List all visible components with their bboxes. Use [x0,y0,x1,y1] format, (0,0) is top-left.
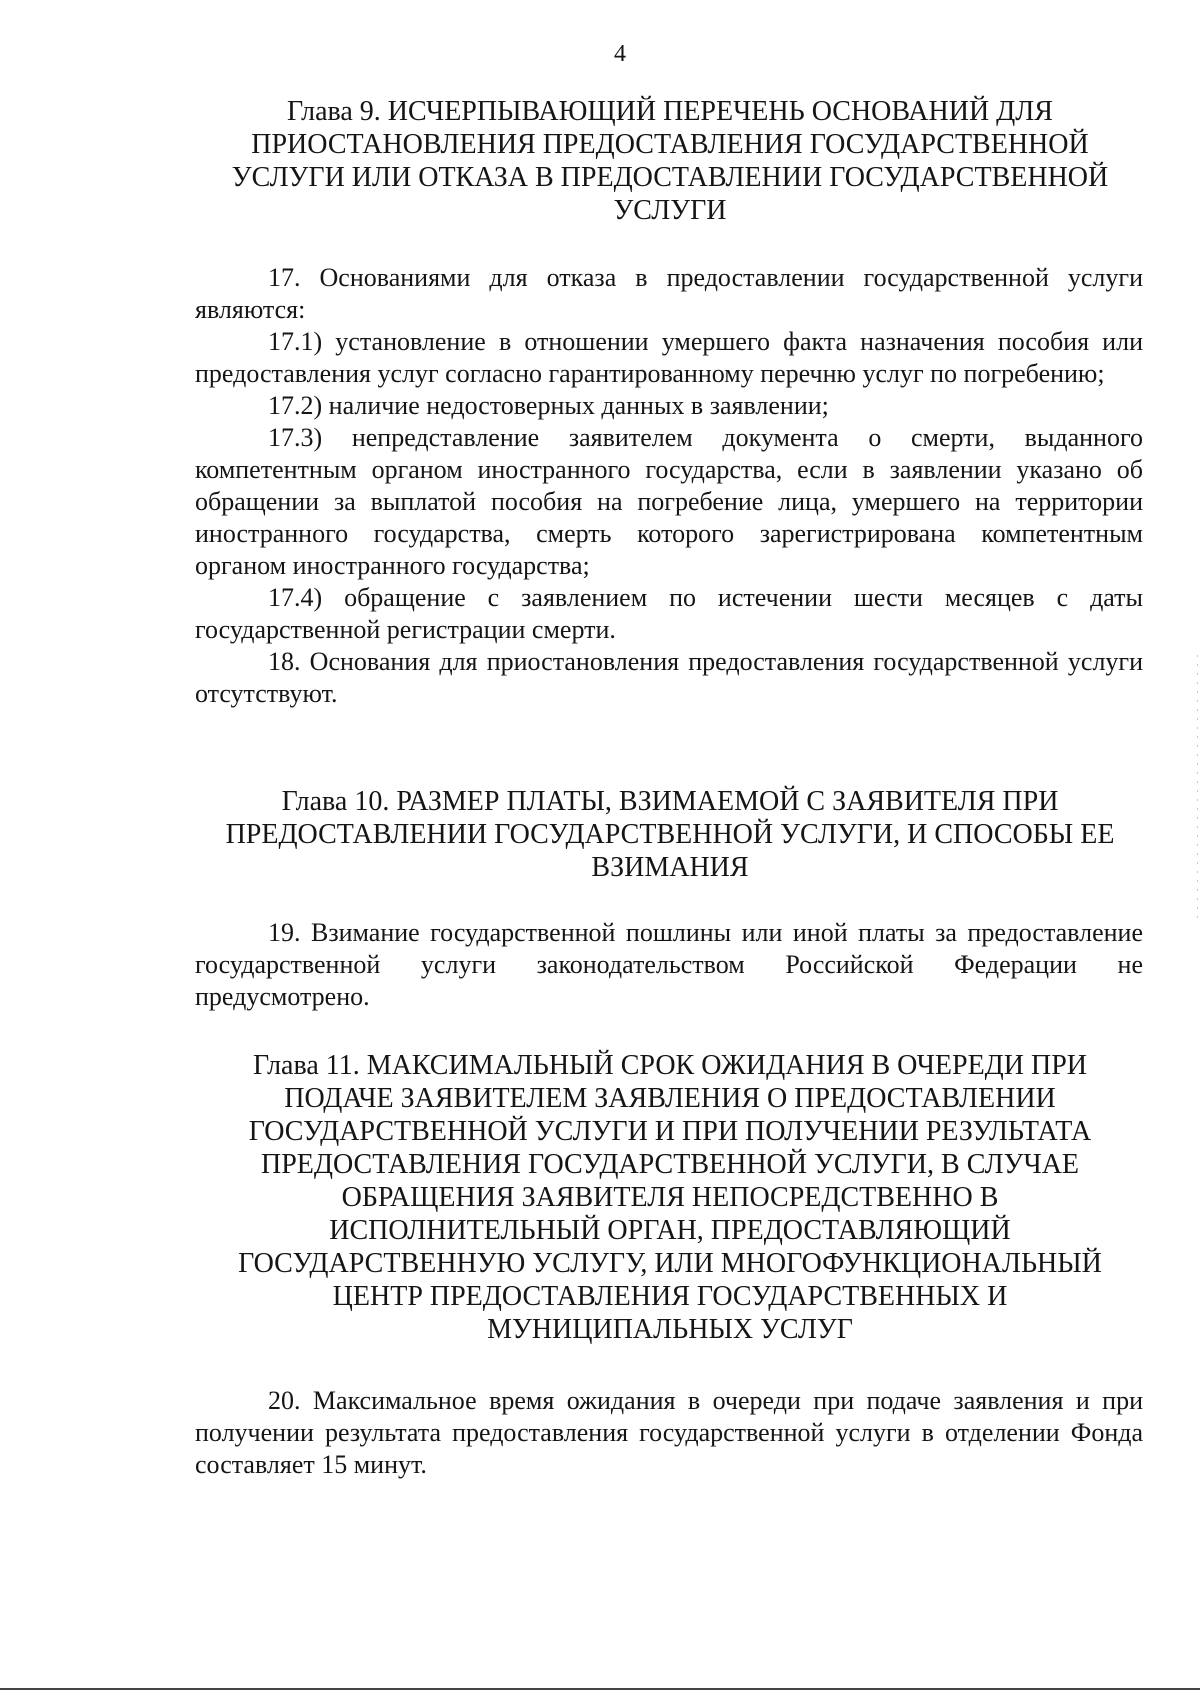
section-17-3: 17.3) непредставление заявителем документа о смерти, выданного компетентным органом иностранного государства, если в заявлении указано об обращении за выплатой пособия на погребение лица, умершего на территории иностранного государства, смерть которого зарегистрирована компетентным органом иностранного государства; [195,423,1143,580]
heading-line: ПРИОСТАНОВЛЕНИЯ ПРЕДОСТАВЛЕНИЯ ГОСУДАРСТВЕННОЙ [251,129,1089,160]
heading-line: ЦЕНТР ПРЕДОСТАВЛЕНИЯ ГОСУДАРСТВЕННЫХ И [332,1281,1008,1312]
heading-line: ОБРАЩЕНИЯ ЗАЯВИТЕЛЯ НЕПОСРЕДСТВЕННО В [341,1182,999,1213]
heading-line: ГОСУДАРСТВЕННУЮ УСЛУГУ, ИЛИ МНОГОФУНКЦИОНАЛЬНЫЙ [238,1248,1102,1279]
heading-line: ВЗИМАНИЯ [591,852,749,883]
heading-line: Глава 9. ИСЧЕРПЫВАЮЩИЙ ПЕРЕЧЕНЬ ОСНОВАНИЙ ДЛЯ [287,96,1053,127]
heading-line: Глава 11. МАКСИМАЛЬНЫЙ СРОК ОЖИДАНИЯ В ОЧЕРЕДИ ПРИ [252,1050,1088,1081]
heading-line: ПРЕДОСТАВЛЕНИИ ГОСУДАРСТВЕННОЙ УСЛУГИ, И СПОСОБЫ ЕЕ [225,819,1115,850]
section-20: 20. Максимальное время ожидания в очереди при подаче заявления и при получении результата предоставления государственной услуги в отделении Фонда составляет 15 минут. [195,1386,1143,1479]
heading-line: ГОСУДАРСТВЕННОЙ УСЛУГИ И ПРИ ПОЛУЧЕНИИ РЕЗУЛЬТАТА [248,1116,1092,1147]
chapter-10-heading [195,785,1145,884]
section-20-block [195,1385,1143,1481]
page-bottom-edge [0,1688,1200,1690]
heading-line: ПОДАЧЕ ЗАЯВИТЕЛЕМ ЗАЯВЛЕНИЯ О ПРЕДОСТАВЛЕНИИ [284,1083,1056,1114]
chapter-9-heading [195,95,1145,227]
chapter-11-heading [195,1049,1145,1346]
heading-line: ПРЕДОСТАВЛЕНИЯ ГОСУДАРСТВЕННОЙ УСЛУГИ, В СЛУЧАЕ [260,1149,1080,1180]
section-17-2: 17.2) наличие недостоверных данных в заявлении; [268,391,829,420]
heading-line: ИСПОЛНИТЕЛЬНЫЙ ОРГАН, ПРЕДОСТАВЛЯЮЩИЙ [329,1215,1011,1246]
section-17-18-block [195,262,1143,710]
heading-line: УСЛУГИ [613,195,727,226]
section-17-4: 17.4) обращение с заявлением по истечении шести месяцев с даты государственной регистрации смерти. [195,583,1143,644]
heading-line: Глава 10. РАЗМЕР ПЛАТЫ, ВЗИМАЕМОЙ С ЗАЯВИТЕЛЯ ПРИ [281,786,1059,817]
section-17-1: 17.1) установление в отношении умершего факта назначения пособия или предоставления услуг согласно гарантированному перечню услуг по погребению; [195,327,1143,388]
section-19-block [195,917,1143,1013]
section-18: 18. Основания для приостановления предоставления государственной услуги отсутствуют. [195,647,1143,708]
page-number: 4 [614,41,626,67]
heading-line: УСЛУГИ ИЛИ ОТКАЗА В ПРЕДОСТАВЛЕНИИ ГОСУДАРСТВЕННОЙ [231,162,1109,193]
section-17-intro: 17. Основаниями для отказа в предоставлении государственной услуги являются: [195,263,1143,324]
section-19: 19. Взимание государственной пошлины или иной платы за предоставление государственной услуги законодательством Российской Федерации не предусмотрено. [195,918,1143,1011]
scan-artifact [1197,655,1198,925]
heading-line: МУНИЦИПАЛЬНЫХ УСЛУГ [487,1314,853,1345]
